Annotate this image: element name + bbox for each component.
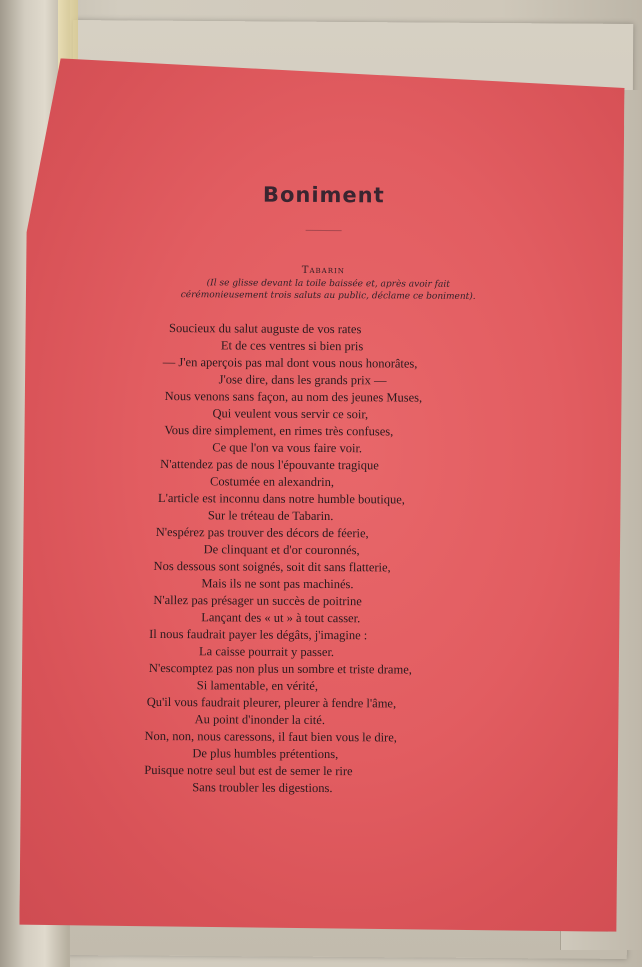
verse-line: La caisse pourrait y passer. [199, 644, 335, 660]
stage-direction: (Il se glisse devant la toile baissée et, après avoir fait cérémonieusement trois saluts au public, déclame ce boniment). [180, 278, 476, 302]
verse-line: Sans troubler les digestions. [192, 780, 333, 796]
verse-line: Au point d'inonder la cité. [194, 712, 326, 728]
verse-line: Lançant des « ut » à tout casser. [201, 610, 361, 626]
verse-line: Costumée en alexandrin, [210, 474, 335, 490]
verse-line: Puisque notre seul but est de semer le rire [144, 762, 353, 779]
speaker-name: Tabarin [301, 264, 345, 277]
poem [23, 320, 623, 796]
verse-line: Si lamentable, en vérité, [196, 678, 319, 693]
verse-line: Il nous faudrait payer les dégâts, j'imagine : [149, 626, 368, 643]
verse-line: J'ose dire, dans les grands prix — [218, 372, 387, 388]
verse-line: Qui veulent vous servir ce soir, [212, 406, 369, 422]
verse-line: Nous venons sans façon, au nom des jeunes Muses, [164, 389, 423, 405]
verse-line: Et de ces ventres si bien pris [220, 338, 364, 354]
verse-line: Vous dire simplement, en rimes très confuses, [164, 423, 394, 439]
verse-line: N'allez pas présager un succès de poitrine [153, 592, 362, 609]
page-title: Boniment [262, 182, 385, 208]
verse-line: Mais ils ne sont pas machinés. [201, 576, 354, 592]
verse-line: N'attendez pas de nous l'épouvante tragique [160, 457, 379, 473]
page-content [19, 58, 624, 932]
verse-line: Non, non, nous caressons, il faut bien vous le dire, [144, 728, 397, 745]
verse-line: De clinquant et d'or couronnés, [203, 542, 360, 558]
verse-line: Nos dessous sont soignés, soit dit sans flatterie, [153, 558, 391, 575]
verse-line: Sur le tréteau de Tabarin. [207, 508, 334, 524]
verse-line: N'espérez pas trouver des décors de féerie, [155, 524, 369, 541]
verse-line: Ce que l'on va vous faire voir. [212, 440, 363, 456]
title-divider [306, 230, 342, 231]
verse-line: N'escomptez pas non plus un sombre et triste drame, [148, 660, 412, 677]
verse-line: L'article est inconnu dans notre humble boutique, [157, 490, 406, 507]
verse-line: Qu'il vous faudrait pleurer, pleurer à fendre l'âme, [146, 694, 397, 711]
verse-line: De plus humbles prétentions, [192, 746, 339, 762]
verse-line: Soucieux du salut auguste de vos rates [168, 321, 362, 337]
verse-line: — J'en aperçois pas mal dont vous nous honorâtes, [162, 355, 418, 371]
